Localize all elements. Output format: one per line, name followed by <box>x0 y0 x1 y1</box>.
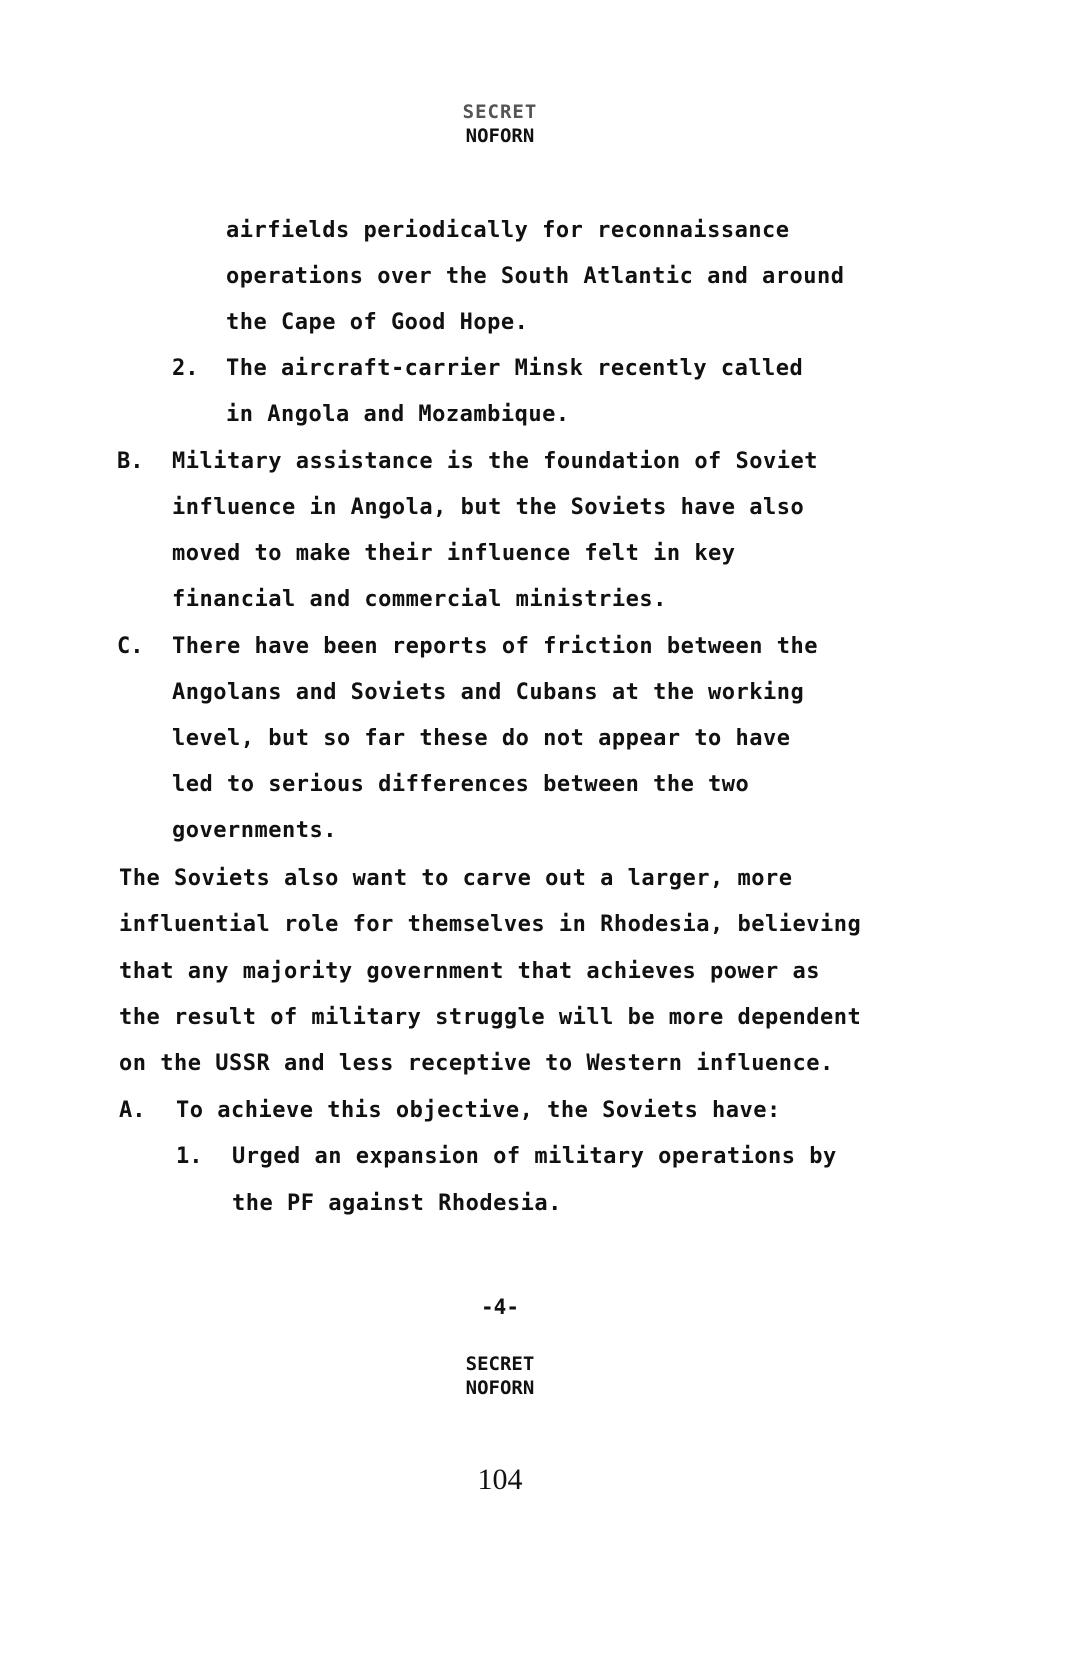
body-line: financial and commercial ministries. <box>172 587 667 612</box>
body-line: influential role for themselves in Rhodesia, believing <box>119 912 862 937</box>
body-line: in Angola and Mozambique. <box>226 402 570 427</box>
body-line: governments. <box>172 818 337 843</box>
body-line: moved to make their influence felt in key <box>172 541 736 566</box>
body-line: airfields periodically for reconnaissance <box>226 218 790 243</box>
item-marker-c: C. <box>117 634 144 659</box>
body-line: The Soviets also want to carve out a larger, more <box>119 866 793 891</box>
item-marker-2: 2. <box>172 356 199 381</box>
classification-header: SECRET <box>462 101 538 123</box>
body-line: influence in Angola, but the Soviets have also <box>172 495 805 520</box>
body-line: the PF against Rhodesia. <box>232 1191 562 1216</box>
body-line: operations over the South Atlantic and around <box>226 264 845 289</box>
item-marker-b: B. <box>117 449 144 474</box>
body-line: the Cape of Good Hope. <box>226 310 529 335</box>
body-line: level, but so far these do not appear to have <box>172 726 791 751</box>
body-line: led to serious differences between the two <box>172 772 750 797</box>
handling-footer: NOFORN <box>465 1377 535 1399</box>
body-line: Angolans and Soviets and Cubans at the working <box>172 680 805 705</box>
item-marker-a: A. <box>119 1098 146 1123</box>
archive-page-number: 104 <box>477 1463 523 1496</box>
body-line: There have been reports of friction between the <box>172 634 819 659</box>
body-line: Urged an expansion of military operations by <box>232 1144 837 1169</box>
item-marker-1: 1. <box>176 1144 203 1169</box>
body-line: the result of military struggle will be more dependent <box>119 1005 862 1030</box>
body-line: Military assistance is the foundation of Soviet <box>172 449 819 474</box>
handling-header: NOFORN <box>465 125 535 147</box>
page-marker: -4- <box>481 1295 519 1319</box>
body-line: that any majority government that achieves power as <box>119 959 821 984</box>
body-line: The aircraft-carrier Minsk recently called <box>226 356 804 381</box>
body-line: on the USSR and less receptive to Western influence. <box>119 1051 834 1076</box>
classification-footer: SECRET <box>465 1353 535 1375</box>
body-line: To achieve this objective, the Soviets have: <box>176 1098 781 1123</box>
